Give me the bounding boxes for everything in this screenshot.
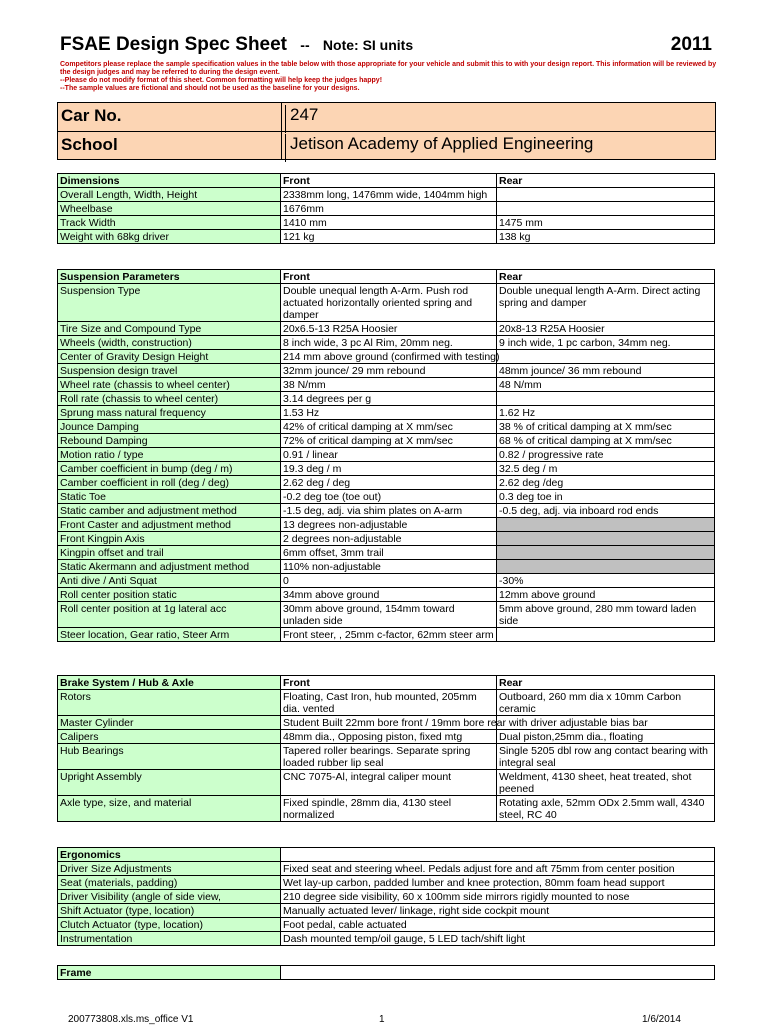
table-header-row bbox=[58, 676, 715, 690]
parameter-label: Center of Gravity Design Height bbox=[58, 350, 281, 364]
rear-value[interactable] bbox=[497, 202, 715, 216]
rear-value[interactable]: Double unequal length A-Arm. Direct acting spring and damper bbox=[497, 284, 715, 322]
value[interactable]: Foot pedal, cable actuated bbox=[281, 918, 715, 932]
table-row bbox=[58, 532, 715, 546]
rear-value[interactable]: Outboard, 260 mm dia x 10mm Carbon ceramic bbox=[497, 690, 715, 716]
parameter-label: Upright Assembly bbox=[58, 770, 281, 796]
rear-value[interactable]: 0.82 / progressive rate bbox=[497, 448, 715, 462]
parameter-label: Front Caster and adjustment method bbox=[58, 518, 281, 532]
front-value[interactable]: Double unequal length A-Arm. Push rod actuated horizontally oriented spring and damper bbox=[281, 284, 497, 322]
parameter-label: Motion ratio / type bbox=[58, 448, 281, 462]
dimensions-table bbox=[57, 173, 715, 244]
parameter-label: Overall Length, Width, Height bbox=[58, 188, 281, 202]
parameter-label: Wheel rate (chassis to wheel center) bbox=[58, 378, 281, 392]
table-row bbox=[58, 518, 715, 532]
instruction-line-1: Competitors please replace the sample specification values in the table below with those appropriate for your vehicle and submit this to with your design report. This information will be reviewed by the design judges and may be referred to during the design event. bbox=[60, 61, 717, 76]
rear-value[interactable]: Single 5205 dbl row ang contact bearing with integral seal bbox=[497, 744, 715, 770]
title-text: FSAE Design Spec Sheet bbox=[60, 34, 288, 55]
rear-value[interactable]: 48mm jounce/ 36 mm rebound bbox=[497, 364, 715, 378]
rear-value[interactable]: 138 kg bbox=[497, 230, 715, 244]
front-value[interactable]: -1.5 deg, adj. via shim plates on A-arm bbox=[281, 504, 497, 518]
rear-value[interactable]: 0.3 deg toe in bbox=[497, 490, 715, 504]
value[interactable]: 210 degree side visibility, 60 x 100mm side mirrors rigidly mounted to nose bbox=[281, 890, 715, 904]
front-value[interactable]: 48mm dia., Opposing piston, fixed mtg bbox=[281, 730, 497, 744]
front-value[interactable]: -0.2 deg toe (toe out) bbox=[281, 490, 497, 504]
front-value[interactable]: 2338mm long, 1476mm wide, 1404mm high bbox=[281, 188, 497, 202]
value[interactable]: Wet lay-up carbon, padded lumber and knee protection, 80mm foam head support bbox=[281, 876, 715, 890]
table-row bbox=[58, 490, 715, 504]
rear-value[interactable] bbox=[497, 546, 715, 560]
instruction-line-3: --The sample values are fictional and should not be used as the baseline for your designs. bbox=[60, 85, 360, 92]
front-value[interactable]: 6mm offset, 3mm trail bbox=[281, 546, 497, 560]
front-value[interactable]: 34mm above ground bbox=[281, 588, 497, 602]
rear-value[interactable]: -0.5 deg, adj. via inboard rod ends bbox=[497, 504, 715, 518]
table-row bbox=[58, 546, 715, 560]
table-row bbox=[58, 406, 715, 420]
parameter-label: Calipers bbox=[58, 730, 281, 744]
title-row bbox=[60, 34, 712, 58]
table-row bbox=[58, 230, 715, 244]
table-row bbox=[58, 744, 715, 770]
parameter-label: Suspension Type bbox=[58, 284, 281, 322]
front-value[interactable]: 1.53 Hz bbox=[281, 406, 497, 420]
suspension-table bbox=[57, 269, 715, 642]
front-value[interactable]: 2.62 deg / deg bbox=[281, 476, 497, 490]
rear-value[interactable]: 5mm above ground, 280 mm toward laden side bbox=[497, 602, 715, 628]
table-row bbox=[58, 918, 715, 932]
rear-value[interactable]: 38 % of critical damping at X mm/sec bbox=[497, 420, 715, 434]
year: 2011 bbox=[670, 34, 712, 55]
parameter-label: Driver Size Adjustments bbox=[58, 862, 281, 876]
rear-column-header: Rear bbox=[497, 174, 715, 188]
car-number-label: Car No. bbox=[61, 106, 122, 125]
rear-column-header: Rear bbox=[497, 270, 715, 284]
parameter-label: Weight with 68kg driver bbox=[58, 230, 281, 244]
table-row bbox=[58, 588, 715, 602]
rear-value[interactable]: Rotating axle, 52mm ODx 2.5mm wall, 4340 steel, RC 40 bbox=[497, 796, 715, 822]
value-column-header bbox=[281, 966, 715, 980]
front-column-header: Front bbox=[281, 676, 497, 690]
front-value[interactable]: 214 mm above ground (confirmed with testing) bbox=[281, 350, 497, 364]
frame-table bbox=[57, 965, 715, 980]
front-value[interactable]: Fixed spindle, 28mm dia, 4130 steel normalized bbox=[281, 796, 497, 822]
table-row bbox=[58, 322, 715, 336]
parameter-label: Camber coefficient in bump (deg / m) bbox=[58, 462, 281, 476]
parameter-label: Shift Actuator (type, location) bbox=[58, 904, 281, 918]
table-header-row bbox=[58, 174, 715, 188]
instruction-line-2: --Please do not modify format of this sheet. Common formatting will help keep the judges happy! bbox=[60, 77, 383, 84]
footer-date: 1/6/2014 bbox=[642, 1014, 681, 1025]
rear-value[interactable]: 9 inch wide, 1 pc carbon, 34mm neg. bbox=[497, 336, 715, 350]
front-value[interactable]: CNC 7075-Al, integral caliper mount bbox=[281, 770, 497, 796]
front-value[interactable]: 1410 mm bbox=[281, 216, 497, 230]
front-value[interactable]: 121 kg bbox=[281, 230, 497, 244]
front-value[interactable]: 1676mm bbox=[281, 202, 497, 216]
school-label: School bbox=[61, 135, 118, 154]
rear-column-header: Rear bbox=[497, 676, 715, 690]
parameter-label: Rebound Damping bbox=[58, 434, 281, 448]
parameter-label: Static Toe bbox=[58, 490, 281, 504]
rear-value[interactable]: 12mm above ground bbox=[497, 588, 715, 602]
table-row bbox=[58, 434, 715, 448]
front-value[interactable]: 32mm jounce/ 29 mm rebound bbox=[281, 364, 497, 378]
table-row bbox=[58, 504, 715, 518]
parameter-label: Rotors bbox=[58, 690, 281, 716]
front-value[interactable]: 30mm above ground, 154mm toward unladen side bbox=[281, 602, 497, 628]
parameter-label: Master Cylinder bbox=[58, 716, 281, 730]
rear-value[interactable] bbox=[497, 532, 715, 546]
front-value[interactable]: 19.3 deg / m bbox=[281, 462, 497, 476]
table-row bbox=[58, 862, 715, 876]
front-column-header: Front bbox=[281, 174, 497, 188]
parameter-label: Static camber and adjustment method bbox=[58, 504, 281, 518]
front-value[interactable]: 42% of critical damping at X mm/sec bbox=[281, 420, 497, 434]
table-row bbox=[58, 628, 715, 642]
parameter-label: Wheelbase bbox=[58, 202, 281, 216]
rear-value[interactable]: 20x8-13 R25A Hoosier bbox=[497, 322, 715, 336]
front-value[interactable]: 20x6.5-13 R25A Hoosier bbox=[281, 322, 497, 336]
parameter-label: Camber coefficient in roll (deg / deg) bbox=[58, 476, 281, 490]
section-heading: Ergonomics bbox=[58, 848, 281, 862]
table-row bbox=[58, 378, 715, 392]
front-column-header: Front bbox=[281, 270, 497, 284]
table-row bbox=[58, 876, 715, 890]
table-row bbox=[58, 336, 715, 350]
table-row bbox=[58, 796, 715, 822]
instructions bbox=[60, 61, 720, 93]
parameter-label: Front Kingpin Axis bbox=[58, 532, 281, 546]
parameter-label: Jounce Damping bbox=[58, 420, 281, 434]
front-value[interactable]: 110% non-adjustable bbox=[281, 560, 497, 574]
car-number-value[interactable]: 247 bbox=[285, 105, 318, 133]
rear-value[interactable]: Dual piston,25mm dia., floating bbox=[497, 730, 715, 744]
front-value[interactable]: 2 degrees non-adjustable bbox=[281, 532, 497, 546]
rear-value[interactable]: 1.62 Hz bbox=[497, 406, 715, 420]
rear-value[interactable] bbox=[497, 518, 715, 532]
section-heading: Dimensions bbox=[58, 174, 281, 188]
table-header-row bbox=[58, 966, 715, 980]
table-row bbox=[58, 560, 715, 574]
section-heading: Brake System / Hub & Axle bbox=[58, 676, 281, 690]
front-value[interactable]: 0 bbox=[281, 574, 497, 588]
value[interactable]: Dash mounted temp/oil gauge, 5 LED tach/shift light bbox=[281, 932, 715, 946]
front-value[interactable]: 13 degrees non-adjustable bbox=[281, 518, 497, 532]
parameter-label: Steer location, Gear ratio, Steer Arm bbox=[58, 628, 281, 642]
table-row bbox=[58, 364, 715, 378]
front-value[interactable]: Floating, Cast Iron, hub mounted, 205mm dia. vented bbox=[281, 690, 497, 716]
parameter-label: Seat (materials, padding) bbox=[58, 876, 281, 890]
table-header-row bbox=[58, 270, 715, 284]
rear-value[interactable]: 68 % of critical damping at X mm/sec bbox=[497, 434, 715, 448]
parameter-label: Wheels (width, construction) bbox=[58, 336, 281, 350]
rear-value[interactable]: -30% bbox=[497, 574, 715, 588]
parameter-label: Sprung mass natural frequency bbox=[58, 406, 281, 420]
table-row bbox=[58, 202, 715, 216]
parameter-label: Suspension design travel bbox=[58, 364, 281, 378]
value[interactable]: Manually actuated lever/ linkage, right side cockpit mount bbox=[281, 904, 715, 918]
rear-value[interactable] bbox=[497, 392, 715, 406]
units-note: Note: SI units bbox=[322, 37, 414, 53]
rear-value[interactable]: Weldment, 4130 sheet, heat treated, shot peened bbox=[497, 770, 715, 796]
rear-value[interactable]: 48 N/mm bbox=[497, 378, 715, 392]
rear-value[interactable] bbox=[497, 350, 715, 364]
table-row bbox=[58, 284, 715, 322]
footer-page-number: 1 bbox=[379, 1014, 385, 1025]
table-row bbox=[58, 476, 715, 490]
parameter-label: Instrumentation bbox=[58, 932, 281, 946]
parameter-label: Driver Visibility (angle of side view, bbox=[58, 890, 281, 904]
front-value[interactable]: Front steer, , 25mm c-factor, 62mm steer arm bbox=[281, 628, 497, 642]
table-row bbox=[58, 690, 715, 716]
header-divider bbox=[281, 103, 282, 159]
front-value[interactable]: 8 inch wide, 3 pc Al Rim, 20mm neg. bbox=[281, 336, 497, 350]
parameter-label: Axle type, size, and material bbox=[58, 796, 281, 822]
parameter-label: Hub Bearings bbox=[58, 744, 281, 770]
front-value[interactable]: 3.14 degrees per g bbox=[281, 392, 497, 406]
table-row bbox=[58, 462, 715, 476]
front-value[interactable]: 72% of critical damping at X mm/sec bbox=[281, 434, 497, 448]
brakes-table bbox=[57, 675, 715, 822]
section-heading: Frame bbox=[58, 966, 281, 980]
table-row bbox=[58, 216, 715, 230]
table-row bbox=[58, 188, 715, 202]
table-row bbox=[58, 350, 715, 364]
school-value[interactable]: Jetison Academy of Applied Engineering bbox=[285, 134, 593, 162]
parameter-label: Static Akermann and adjustment method bbox=[58, 560, 281, 574]
table-row bbox=[58, 602, 715, 628]
table-row bbox=[58, 932, 715, 946]
table-row bbox=[58, 448, 715, 462]
table-row bbox=[58, 904, 715, 918]
value[interactable]: Fixed seat and steering wheel. Pedals adjust fore and aft 75mm from center position bbox=[281, 862, 715, 876]
rear-value[interactable]: 32.5 deg / m bbox=[497, 462, 715, 476]
footer-filename: 200773808.xls.ms_office V1 bbox=[68, 1014, 194, 1025]
value-column-header bbox=[281, 848, 715, 862]
parameter-label: Roll center position at 1g lateral acc bbox=[58, 602, 281, 628]
table-header-row bbox=[58, 848, 715, 862]
car-number-row bbox=[58, 103, 715, 131]
parameter-label: Clutch Actuator (type, location) bbox=[58, 918, 281, 932]
parameter-label: Anti dive / Anti Squat bbox=[58, 574, 281, 588]
front-value[interactable]: Tapered roller bearings. Separate spring loaded rubber lip seal bbox=[281, 744, 497, 770]
table-row bbox=[58, 420, 715, 434]
parameter-label: Track Width bbox=[58, 216, 281, 230]
school-row bbox=[58, 131, 715, 160]
table-row bbox=[58, 392, 715, 406]
table-row bbox=[58, 716, 715, 730]
table-row bbox=[58, 890, 715, 904]
rear-value[interactable]: 1475 mm bbox=[497, 216, 715, 230]
section-heading: Suspension Parameters bbox=[58, 270, 281, 284]
table-row bbox=[58, 730, 715, 744]
car-school-table bbox=[57, 102, 716, 160]
rear-value[interactable] bbox=[497, 628, 715, 642]
parameter-label: Roll center position static bbox=[58, 588, 281, 602]
title-dash: -- bbox=[300, 37, 310, 53]
front-value[interactable]: 38 N/mm bbox=[281, 378, 497, 392]
parameter-label: Tire Size and Compound Type bbox=[58, 322, 281, 336]
rear-value[interactable]: 2.62 deg /deg bbox=[497, 476, 715, 490]
rear-value[interactable] bbox=[497, 560, 715, 574]
ergonomics-table bbox=[57, 847, 715, 946]
sheet-title bbox=[60, 34, 413, 56]
parameter-label: Kingpin offset and trail bbox=[58, 546, 281, 560]
rear-value[interactable] bbox=[497, 188, 715, 202]
table-row bbox=[58, 574, 715, 588]
table-row bbox=[58, 770, 715, 796]
parameter-label: Roll rate (chassis to wheel center) bbox=[58, 392, 281, 406]
front-value[interactable]: 0.91 / linear bbox=[281, 448, 497, 462]
front-value[interactable]: Student Built 22mm bore front / 19mm bore rear with driver adjustable bias bar bbox=[281, 716, 497, 730]
